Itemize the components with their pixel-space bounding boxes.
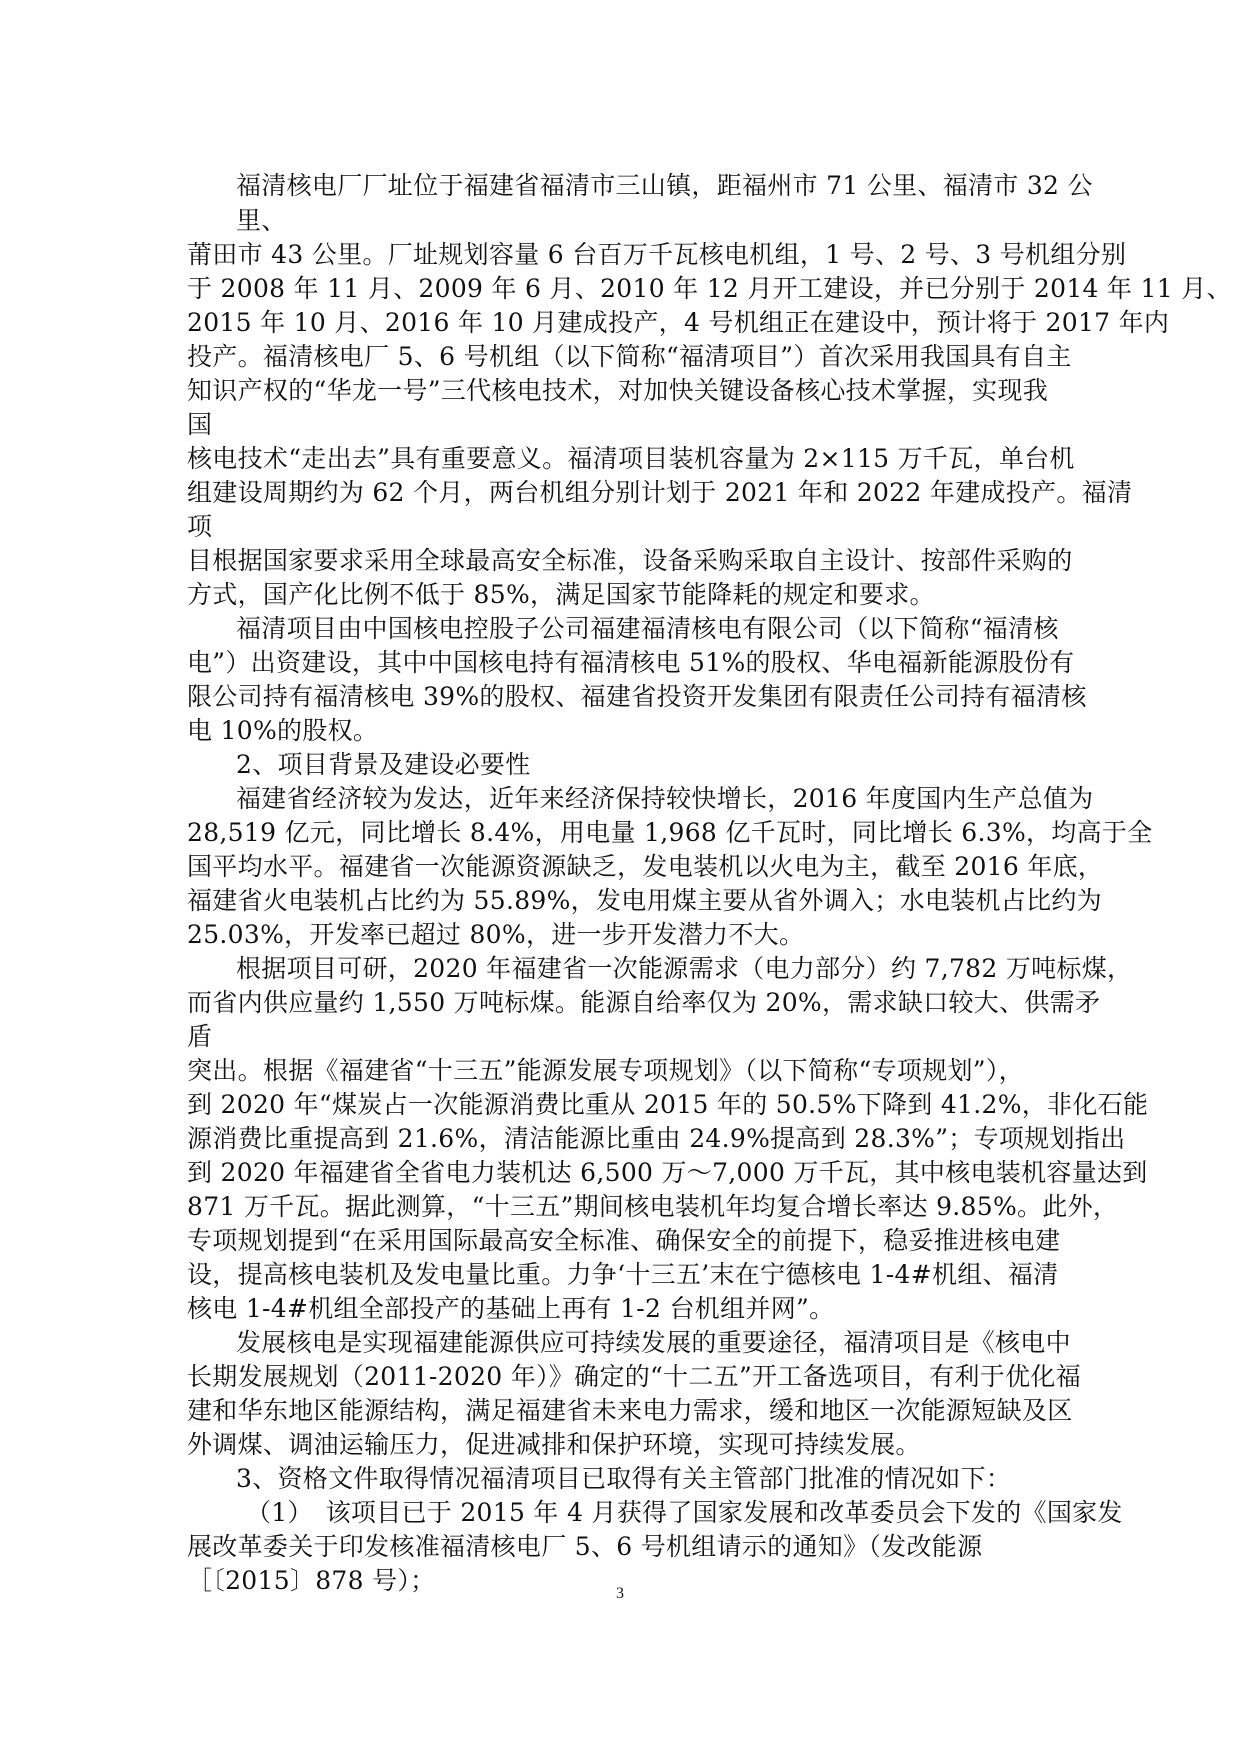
text-line: 方式，国产化比例不低于 85%，满足国家节能降耗的规定和要求。 bbox=[187, 580, 935, 609]
text-line: 而省内供应量约 1,550 万吨标煤。能源自给率仅为 20%，需求缺口较大、供需矛 bbox=[187, 988, 1101, 1017]
text-line: 于 2008 年 11 月、2009 年 6 月、2010 年 12 月开工建设，并已分别于 2014 年 11 月、 bbox=[187, 274, 1232, 303]
text-line: 871 万千瓦。据此测算，“十三五”期间核电装机年均复合增长率达 9.85%。此外， bbox=[187, 1192, 1119, 1221]
text-line: 外调煤、调油运输压力，促进减排和保护环境，实现可持续发展。 bbox=[187, 1430, 921, 1459]
text-line: 福建省火电装机占比约为 55.89%，发电用煤主要从省外调入；水电装机占比约为 bbox=[187, 886, 1102, 915]
text-line: 28,519 亿元，同比增长 8.4%，用电量 1,968 亿千瓦时，同比增长 6.3%，均高于全 bbox=[187, 818, 1153, 847]
text-line: 国平均水平。福建省一次能源资源缺乏，发电装机以火电为主，截至 2016 年底， bbox=[187, 852, 1104, 881]
text-line: 目根据国家要求采用全球最高安全标准，设备采购采取自主设计、按部件采购的 bbox=[187, 546, 1073, 575]
list-item: （1） 该项目已于 2015 年 4 月获得了国家发展和改革委员会下发的《国家发 bbox=[246, 1498, 1123, 1527]
text-line: 核电 1-4#机组全部投产的基础上再有 1-2 台机组并网”。 bbox=[187, 1294, 835, 1323]
text-line: 福清核电厂厂址位于福建省福清市三山镇，距福州市 71 公里、福清市 32 公 bbox=[236, 171, 1093, 200]
text-line: 展改革委关于印发核准福清核电厂 5、6 号机组请示的通知》（发改能源 bbox=[187, 1532, 983, 1561]
text-line: ［〔2015〕878 号）； bbox=[187, 1566, 436, 1595]
text-line: 投产。福清核电厂 5、6 号机组（以下简称“福清项目”）首次采用我国具有自主 bbox=[187, 342, 1072, 371]
page-number: 3 bbox=[616, 1585, 624, 1602]
text-line: 25.03%，开发率已超过 80%，进一步开发潜力不大。 bbox=[187, 920, 805, 949]
text-line: 2015 年 10 月、2016 年 10 月建成投产，4 号机组正在建设中，预计将于 2017 年内 bbox=[187, 308, 1170, 337]
text-line: 源消费比重提高到 21.6%，清洁能源比重由 24.9%提高到 28.3%”；专项规划指出 bbox=[187, 1124, 1126, 1153]
text-line: 组建设周期约为 62 个月，两台机组分别计划于 2021 年和 2022 年建成投产。福清 bbox=[187, 478, 1133, 507]
text-line: 专项规划提到“在采用国际最高安全标准、确保安全的前提下，稳妥推进核电建 bbox=[187, 1226, 1061, 1255]
text-line: 到 2020 年“煤炭占一次能源消费比重从 2015 年的 50.5%下降到 41.2%，非化石能 bbox=[187, 1090, 1149, 1119]
text-line: 项 bbox=[187, 512, 213, 541]
text-line: 福清项目由中国核电控股子公司福建福清核电有限公司（以下简称“福清核 bbox=[236, 614, 1059, 643]
text-line: 电 10%的股权。 bbox=[187, 716, 379, 745]
text-line: 突出。根据《福建省“十三五”能源发展专项规划》（以下简称“专项规划”）， bbox=[187, 1056, 1024, 1085]
text-line: 建和华东地区能源结构，满足福建省未来电力需求，缓和地区一次能源短缺及区 bbox=[187, 1396, 1073, 1425]
text-line: 发展核电是实现福建能源供应可持续发展的重要途径，福清项目是《核电中 bbox=[236, 1328, 1071, 1357]
text-line: 核电技术“走出去”具有重要意义。福清项目装机容量为 2×115 万千瓦，单台机 bbox=[187, 444, 1075, 473]
text-line: 国 bbox=[187, 410, 213, 439]
text-line: 限公司持有福清核电 39%的股权、福建省投资开发集团有限责任公司持有福清核 bbox=[187, 682, 1087, 711]
text-line: 莆田市 43 公里。厂址规划容量 6 台百万千瓦核电机组，1 号、2 号、3 号机组分别 bbox=[187, 240, 1127, 269]
text-line: 到 2020 年福建省全省电力装机达 6,500 万～7,000 万千瓦，其中核电装机容量达到 bbox=[187, 1158, 1148, 1187]
text-line: 盾 bbox=[187, 1022, 213, 1051]
text-line: 里、 bbox=[236, 206, 287, 235]
text-line: 福建省经济较为发达，近年来经济保持较快增长，2016 年度国内生产总值为 bbox=[236, 784, 1094, 813]
text-line: 电”）出资建设，其中中国核电持有福清核电 51%的股权、华电福新能源股份有 bbox=[187, 648, 1075, 677]
text-line: 设，提高核电装机及发电量比重。力争‘十三五’末在宁德核电 1-4#机组、福清 bbox=[187, 1260, 1059, 1289]
text-line: 根据项目可研，2020 年福建省一次能源需求（电力部分）约 7,782 万吨标煤， bbox=[236, 954, 1133, 983]
text-line: 长期发展规划（2011-2020 年）》确定的“十二五”开工备选项目，有利于优化福 bbox=[187, 1362, 1082, 1391]
text-line: 知识产权的“华龙一号”三代核电技术，对加快关键设备核心技术掌握，实现我 bbox=[187, 376, 1049, 405]
section-heading: 3、资格文件取得情况福清项目已取得有关主管部门批准的情况如下： bbox=[236, 1464, 1012, 1493]
section-heading: 2、项目背景及建设必要性 bbox=[236, 750, 531, 779]
